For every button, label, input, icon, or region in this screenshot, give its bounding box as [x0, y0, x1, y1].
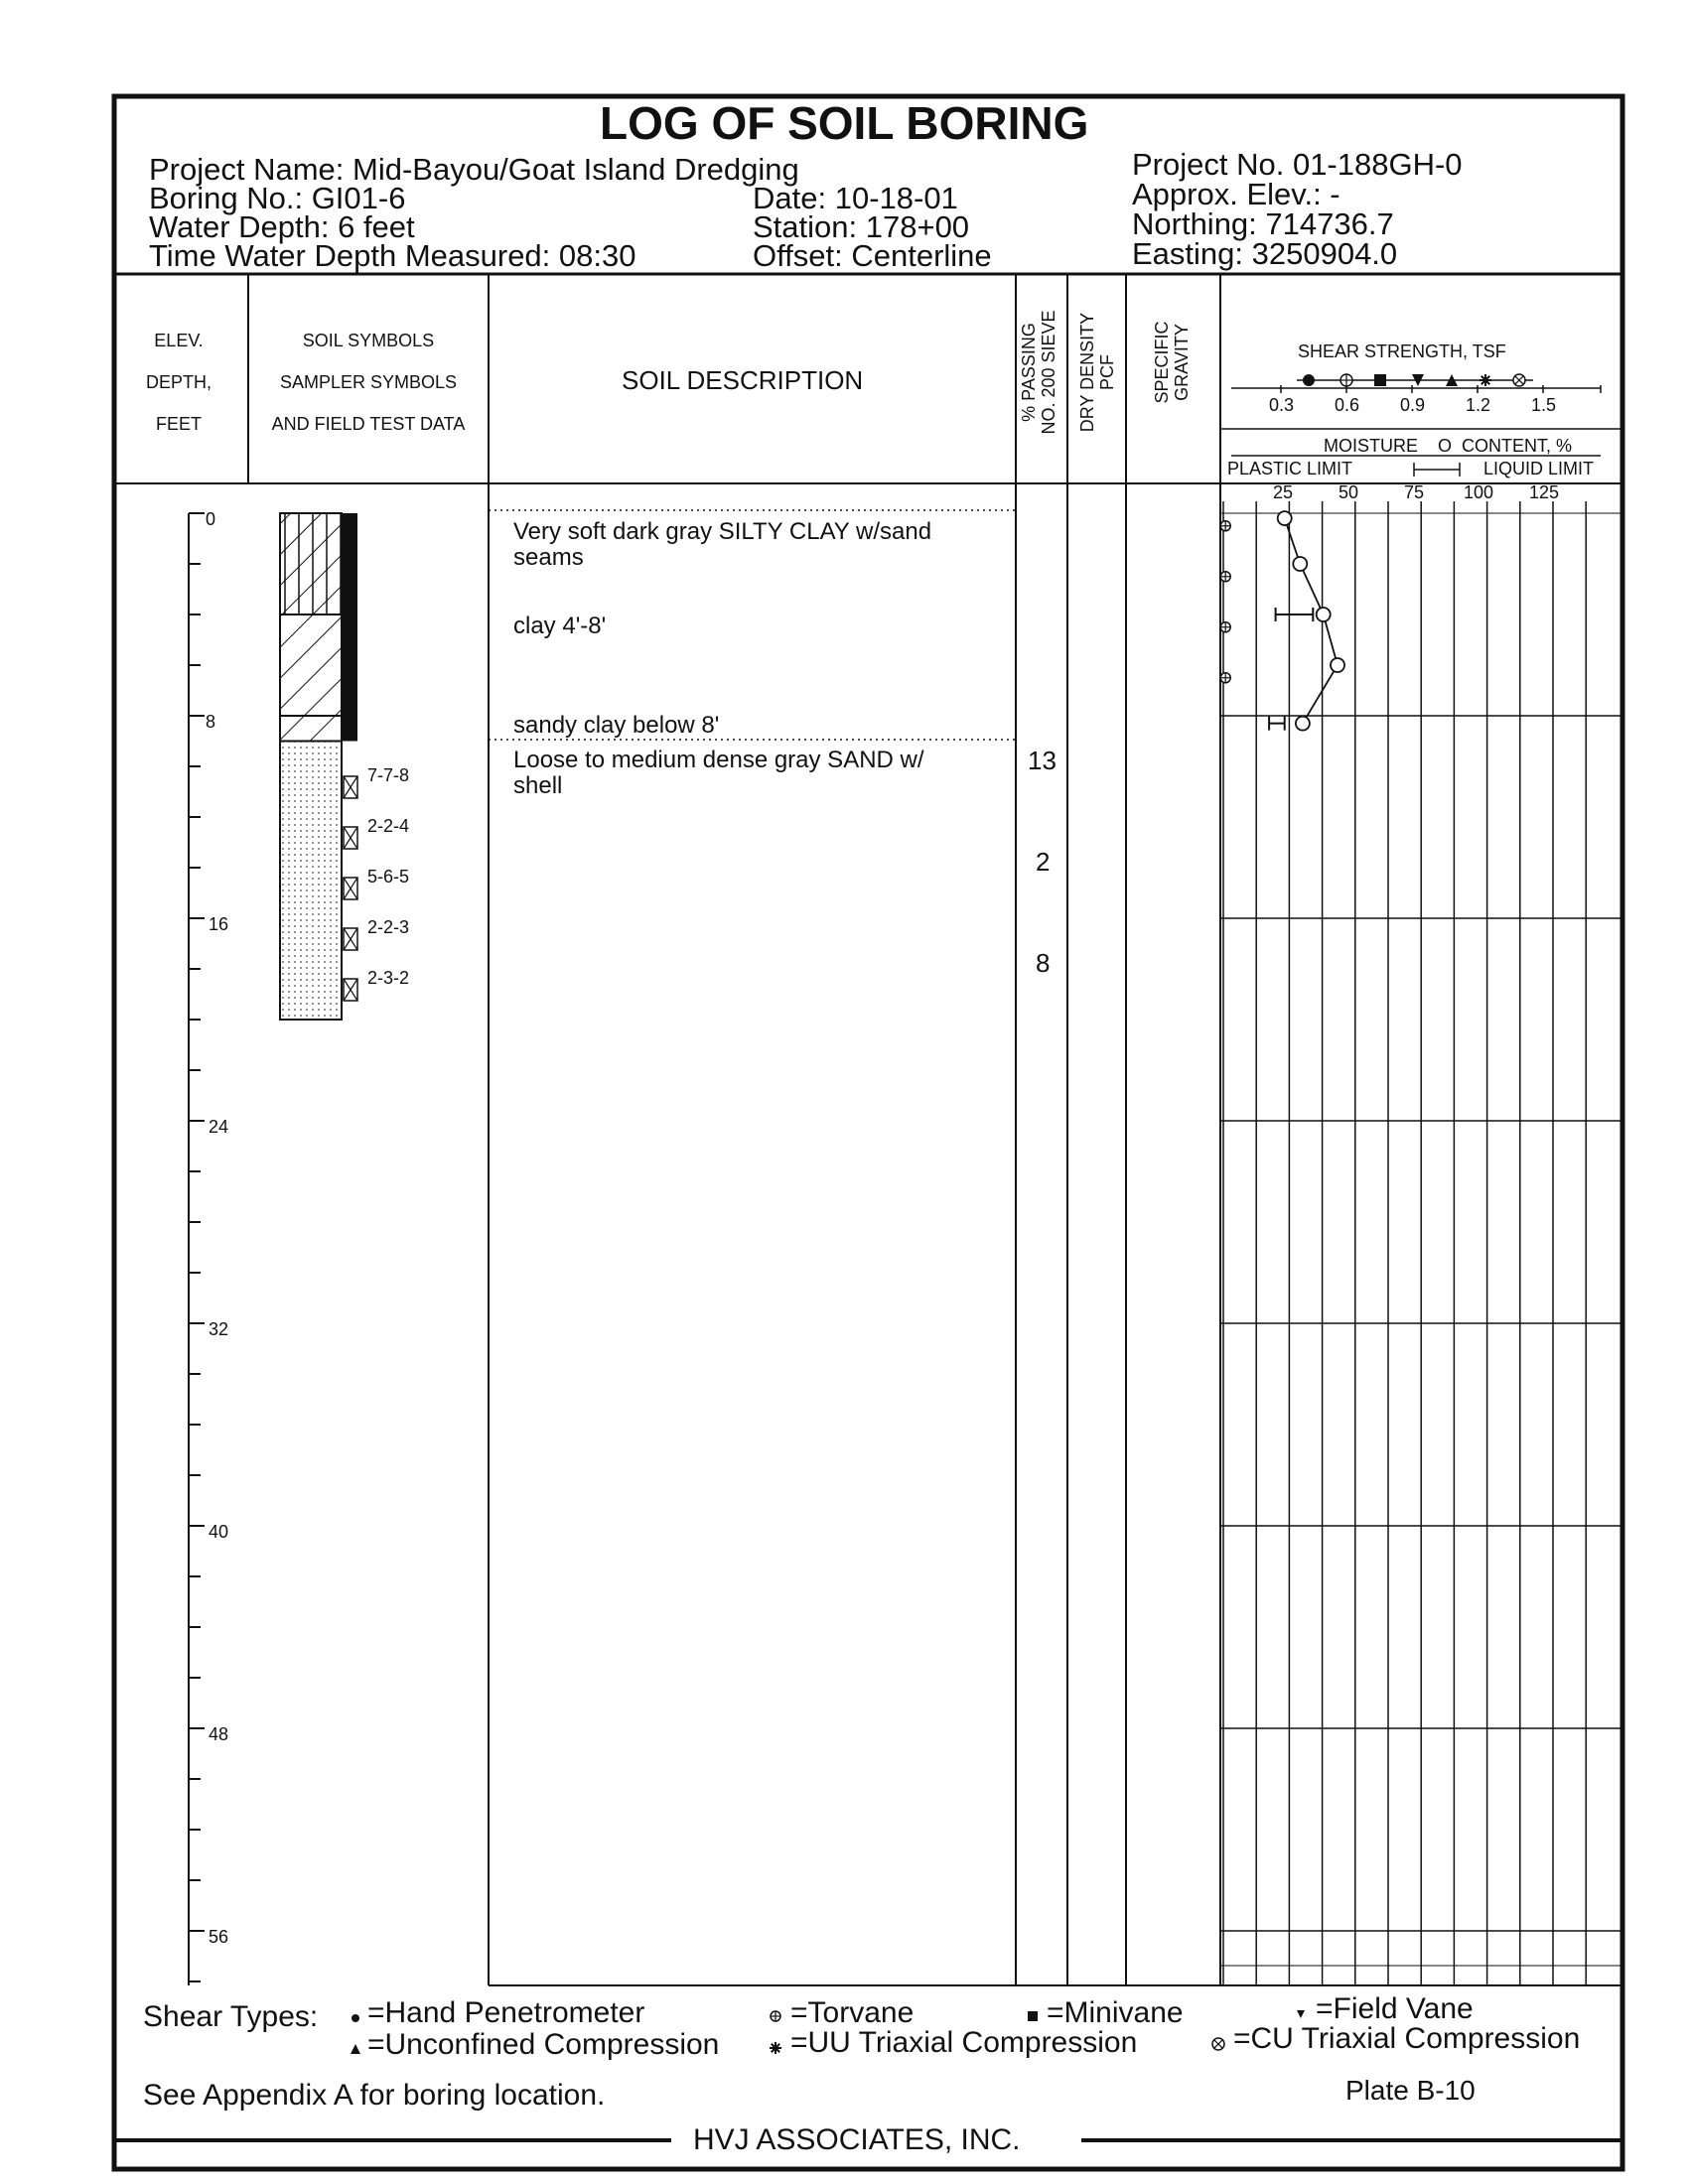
shear-tick-1: 0.6 [1335, 395, 1360, 415]
station: Station: 178+00 [753, 209, 970, 244]
moisture-title: MOISTURE O CONTENT, % [1324, 436, 1573, 456]
moisture-tick-4: 125 [1529, 482, 1560, 502]
page-title: LOG OF SOIL BORING [600, 97, 1089, 149]
symbols-header-line: AND FIELD TEST DATA [271, 414, 466, 434]
moisture-point [1331, 658, 1344, 672]
moisture-grid [1220, 385, 1622, 1985]
depth-label-40: 40 [209, 1522, 229, 1542]
blow-count: 2-3-2 [367, 968, 410, 988]
passing-value: 8 [1036, 948, 1051, 978]
shear-symbol-icon [1374, 374, 1386, 386]
moisture-profile-line [1285, 518, 1338, 724]
plastic-limit-label: PLASTIC LIMIT [1227, 459, 1353, 478]
plate-number: Plate B-10 [1345, 2075, 1476, 2106]
moisture-tick-1: 50 [1339, 482, 1359, 502]
legend-minivane: =Minivane [1047, 1996, 1184, 2029]
dry-density-header [1077, 298, 1117, 447]
symbols-header-line: SAMPLER SYMBOLS [279, 372, 458, 392]
depth-label-8: 8 [206, 712, 216, 732]
company-name: HVJ ASSOCIATES, INC. [693, 2123, 1021, 2156]
symbols-header [248, 320, 489, 445]
minivane-icon [1028, 2011, 1038, 2021]
sand-layer [280, 742, 342, 1021]
symbols-header-line: SOIL SYMBOLS [302, 331, 435, 350]
date: Date: 10-18-01 [753, 181, 958, 215]
project-name: Project Name: Mid-Bayou/Goat Island Dredging [149, 152, 799, 187]
elev-header-line: DEPTH, [145, 372, 212, 392]
shear-symbol-icon [1303, 374, 1315, 386]
specific-gravity-header-line: SPECIFIC [1152, 321, 1172, 404]
blow-count: 7-7-8 [367, 765, 410, 785]
depth-label-32: 32 [209, 1319, 229, 1339]
description-clay [513, 614, 606, 639]
appendix-note: See Appendix A for boring location. [143, 2079, 606, 2112]
liquid-limit-label: LIQUID LIMIT [1483, 459, 1595, 478]
shear-tick-0: 0.3 [1269, 395, 1295, 415]
specific-gravity-header-line: GRAVITY [1172, 324, 1192, 401]
description-line: sandy clay below 8' [513, 712, 720, 739]
project-no: Project No. 01-188GH-0 [1132, 147, 1463, 182]
description-silty-clay [513, 519, 1010, 571]
depth-label-16: 16 [209, 914, 229, 934]
moisture-point [1296, 717, 1310, 731]
description-sandy-clay [513, 713, 719, 739]
moisture-point [1317, 608, 1331, 621]
passing-header-line: % PASSING [1019, 323, 1039, 422]
legend-hand-penetrometer: =Hand Penetrometer [367, 1996, 645, 2029]
water-depth: Water Depth: 6 feet [149, 209, 415, 244]
shear-tick-3: 1.2 [1466, 395, 1491, 415]
hand-penetrometer-icon [352, 2014, 359, 2022]
description-line: seams [513, 544, 584, 571]
depth-label-48: 48 [209, 1724, 229, 1744]
time-measured: Time Water Depth Measured: 08:30 [149, 238, 636, 273]
passing-header-line: NO. 200 SIEVE [1039, 310, 1058, 435]
passing-value: 13 [1028, 746, 1057, 775]
sandy-clay-layer [280, 716, 342, 742]
legend-torvane: =Torvane [790, 1996, 915, 2029]
elev-header-line: ELEV. [154, 331, 204, 350]
moisture-tick-3: 100 [1464, 482, 1494, 502]
elev-header [129, 320, 228, 445]
passing-header [1019, 298, 1058, 447]
moisture-point [1293, 557, 1307, 571]
depth-label-0: 0 [206, 509, 216, 529]
shear-tick-4: 1.5 [1531, 395, 1557, 415]
field-vane-icon [1297, 2010, 1305, 2018]
approx-elev: Approx. Elev.: - [1132, 177, 1340, 211]
passing-value: 2 [1036, 847, 1051, 877]
moisture-tick-2: 75 [1404, 482, 1425, 502]
elev-header-line: FEET [155, 414, 202, 434]
description-line: Loose to medium dense gray SAND w/ [513, 747, 924, 773]
dry-density-header-line: PCF [1097, 354, 1117, 390]
depth-label-56: 56 [209, 1927, 229, 1947]
depth-scale [189, 513, 205, 1985]
legend-unconfined: =Unconfined Compression [367, 2028, 720, 2061]
shelby-tube-sampler [342, 513, 357, 742]
blow-count: 5-6-5 [367, 867, 410, 887]
moisture-point [1278, 511, 1292, 525]
dry-density-header-line: DRY DENSITY [1077, 312, 1097, 433]
legend-uu: =UU Triaxial Compression [790, 2026, 1138, 2059]
description-line: clay 4'-8' [513, 613, 607, 639]
boring-no: Boring No.: GI01-6 [149, 181, 406, 215]
description-line: Very soft dark gray SILTY CLAY w/sand [513, 518, 932, 545]
description-line: shell [513, 772, 563, 799]
description-sand [513, 748, 1010, 799]
silty-clay-overlay [280, 513, 342, 614]
legend-field-vane: =Field Vane [1316, 1992, 1474, 2025]
moisture-chart [1220, 511, 1344, 731]
unconfined-icon [351, 2044, 360, 2054]
soil-description-header: SOIL DESCRIPTION [622, 365, 864, 395]
blow-count: 2-2-3 [367, 917, 410, 937]
blow-count: 2-2-4 [367, 816, 410, 836]
shear-tick-2: 0.9 [1400, 395, 1426, 415]
easting: Easting: 3250904.0 [1132, 236, 1398, 271]
clay-layer [280, 614, 342, 716]
legend-cu: =CU Triaxial Compression [1233, 2022, 1581, 2055]
legend-label: Shear Types: [143, 2000, 319, 2033]
moisture-tick-0: 25 [1273, 482, 1294, 502]
northing: Northing: 714736.7 [1132, 206, 1394, 241]
depth-label-24: 24 [209, 1117, 229, 1137]
offset: Offset: Centerline [753, 238, 992, 273]
specific-gravity-header [1152, 308, 1192, 417]
shear-strength-title: SHEAR STRENGTH, TSF [1298, 341, 1506, 361]
